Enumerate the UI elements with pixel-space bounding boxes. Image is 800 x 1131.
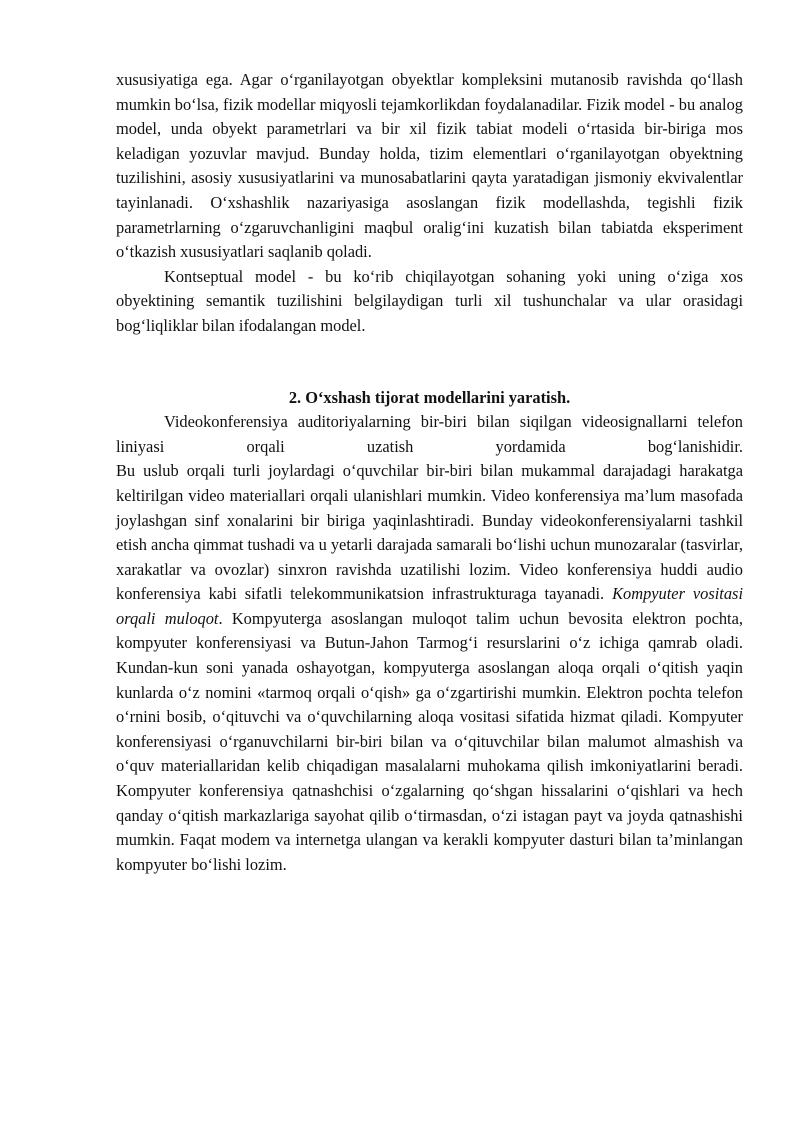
paragraph-videoconference-intro: Videokonferensiya auditoriyalarning bir-biri bilan siqilgan videosignallarni telefon liniyasi orqali uzatish yordamida bog‘lanishidir. (116, 412, 743, 456)
paragraph-videoconference-body (116, 459, 743, 877)
section-heading: 2. O‘xshash tijorat modellarini yaratish. (288, 387, 571, 407)
paragraph-text: Bu uslub orqali turli joylardagi o‘quvchilar bir-biri bilan mukammal darajadagi harakatga keltirilgan video materiallari orqali ulanishlari mumkin. Video konferensiya ma’lum masofada joylashgan sinf xonalarini bir biriga yaqinlashtiradi. Bunday videokonferensiyalarni tashkil etish ancha qimmat tushadi va u yetarli darajada samarali bo‘lishi uchun munozaralar (tasvirlar, xarakatlar va ovozlar) sinxron ravishda uzatilishi lozim. Video konferensiya huddi audio konferensiya kabi sifatli telekommunikatsion infrastrukturaga tayanadi. (116, 461, 743, 604)
paragraph-physical-model: xususiyatiga ega. Agar o‘rganilayotgan obyektlar kompleksini mutanosib ravishda qo‘llash mumkin bo‘lsa, fizik modellar miqyosli tejamkorlikdan foydalanadilar. Fizik model - bu analog model, unda obyekt parametrlari va bir xil fizik tabiat modeli o‘rtasida bir-biriga mos keladigan yozuvlar mavjud. Bunday holda, tizim elementlari o‘rganilayotgan obyektning tuzilishini, asosiy xususiyatlarini va munosabatlarini qayta yaratadigan jismoniy ekvivalentlar tayinlanadi. O‘xshashlik nazariyasiga asoslangan fizik modellashda, tegishli fizik parametrlarning o‘zgaruvchanligini maqbul oralig‘ini kuzatish bilan tabiatda eksperiment o‘tkazish xususiyatlari saqlanib qoladi. (116, 70, 743, 262)
italic-term: Kompyuter vositasi orqali muloqot (116, 584, 743, 628)
document-page (116, 68, 743, 877)
paragraph-conceptual-model: Kontseptual model - bu ko‘rib chiqilayotgan sohaning yoki uning o‘ziga xos obyektining semantik tuzilishini belgilaydigan turli xil tushunchalar va ular orasidagi bog‘liqliklar bilan ifodalangan model. (116, 266, 743, 335)
paragraph-text: . Kompyuterga asoslangan muloqot talim uchun bevosita elektron pochta, kompyuter konferensiyasi va Butun-Jahon Tarmog‘i resurslarini o‘z ichiga qamrab oladi. Kundan-kun soni yanada oshayotgan, kompyuterga asoslangan aloqa orqali o‘qitish yaqin kunlarda o‘z nomini «tarmoq orqali o‘qish» ga o‘zgartirishi mumkin. Elektron pochta telefon o‘rnini bosib, o‘qituvchi va o‘quvchilarning aloqa vositasi sifatida hizmat qiladi. Kompyuter konferensiyasi o‘rganuvchilarni bir-biri bilan va o‘qituvchilar bilan malumot almashish va o‘quv materiallaridan kelib chiqadigan masalalarni muhokama qilish imkoniyatlarini beradi. Kompyuter konferensiya qatnashchisi o‘zgalarning qo‘shgan hissalarini o‘qishlari va hech qanday o‘qitish markazlariga sayohat qilib o‘tirmasdan, o‘zi istagan payt va joyda qatnashishi mumkin. Faqat modem va internetga ulangan va kerakli kompyuter dasturi bilan ta’minlangan kompyuter bo‘lishi lozim. (116, 608, 743, 874)
